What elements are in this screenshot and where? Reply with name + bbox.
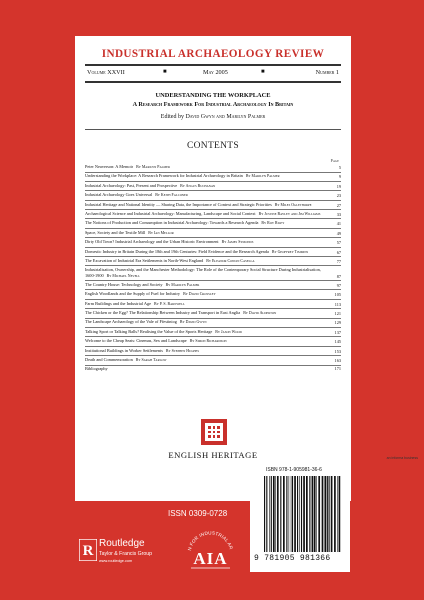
toc-entry-author: By James Symonds (221, 240, 254, 245)
barcode-bar (294, 476, 296, 552)
barcode-bar (264, 476, 265, 552)
toc-entry-page: 27 (336, 202, 341, 208)
toc-entry (85, 202, 341, 208)
barcode-bar (277, 476, 279, 552)
toc-separator (85, 308, 341, 309)
toc-separator (85, 265, 341, 266)
toc-entry (85, 301, 341, 307)
barcode-bar (334, 476, 336, 552)
toc-entry-page: 23 (336, 193, 341, 199)
routledge-name: Routledge (99, 538, 145, 549)
toc-entry (85, 173, 341, 179)
toc-entry (85, 192, 341, 198)
toc-separator (85, 365, 341, 366)
toc-entry-author: By Marilyn Palmer (165, 282, 200, 287)
toc-separator (85, 209, 341, 210)
divider-bottom (85, 81, 341, 83)
toc-entry-page: 129 (334, 320, 341, 326)
toc-entry-title: Industrial Archaeology: Past, Present and Prospective (85, 182, 178, 188)
routledge-logo-icon (79, 539, 97, 561)
toc-separator (85, 247, 341, 248)
toc-entry-page: 163 (334, 358, 341, 364)
issue-title: UNDERSTANDING THE WORKPLACE (155, 92, 271, 99)
toc-separator (85, 336, 341, 337)
barcode-bar (322, 476, 324, 552)
journal-title: INDUSTRIAL ARCHAEOLOGY REVIEW (101, 48, 325, 60)
barcode-bar (301, 476, 302, 552)
toc-entry (85, 310, 341, 316)
barcode-bar (324, 476, 326, 552)
ean-digits: 9 781905 981366 (254, 554, 331, 563)
barcode-bar (266, 476, 267, 552)
toc-entry-author: By Jason Wood (215, 329, 242, 334)
barcode-bar (289, 476, 290, 552)
toc-entry (85, 230, 341, 236)
toc-entry-title: Bibliography (85, 366, 108, 372)
toc-entry-author: By P. S. Barnwell (154, 301, 185, 306)
toc-entry-title: Space, Society and the Textile Mill (85, 229, 146, 235)
barcode-bar (316, 476, 317, 552)
toc-entry (85, 249, 341, 255)
aia-logo-icon (183, 520, 238, 578)
toc-entry-title: The Chicken or the Egg? The Relationship Between Industry and Transport in East Anglia (85, 310, 241, 316)
barcode-bar (271, 476, 272, 552)
toc-separator (85, 289, 341, 290)
toc-entry (85, 164, 341, 170)
toc-entry-page: 145 (334, 339, 341, 345)
barcode-area (250, 464, 350, 572)
toc-entry-title: Peter Neaverson: A Memoir (85, 164, 134, 169)
toc-separator (85, 256, 341, 257)
toc-entry (85, 239, 341, 245)
toc-entry-author: By Simon Richardson (189, 339, 227, 344)
toc-entry-page: 153 (334, 348, 341, 354)
toc-entry-author: By Miles Oglethorpe (274, 202, 312, 207)
barcode-bar (331, 476, 333, 552)
toc-entry (85, 291, 341, 297)
toc-entry-page: 41 (336, 221, 341, 227)
number-label: Number 1 (315, 69, 339, 76)
contents-heading: CONTENTS (186, 141, 239, 151)
barcode-bar (292, 476, 293, 552)
svg-text:R: R (82, 543, 94, 559)
toc-separator (85, 200, 341, 201)
barcode-bar (291, 476, 292, 552)
editors-line (75, 114, 351, 120)
toc-entry-title: Understanding the Workplace: A Research Framework for Industrial Archaeology in Britain (85, 173, 243, 179)
toc-entry-title: Industrial Archaeology Goes Universal (85, 192, 153, 198)
toc-entry-title: Talking Sport or Talking Balls? Realising the Value of the Sports Heritage (85, 328, 213, 334)
toc-entry-title: English Woodlands and the Supply of Fuel for Industry (85, 291, 181, 297)
barcode-bar (280, 476, 281, 552)
barcode-bar (275, 476, 276, 552)
toc-entry-page: 77 (336, 258, 341, 264)
barcode-bar (303, 476, 305, 552)
barcode-bar (283, 476, 285, 552)
toc-entry-page: 57 (336, 240, 341, 246)
toc-entry (85, 183, 341, 189)
toc-entry-page: 97 (336, 282, 341, 288)
barcode-bar (269, 476, 270, 552)
barcode-bar (273, 476, 275, 552)
toc-entry-author: By David Alderton (243, 311, 277, 316)
english-heritage-name: ENGLISH HERITAGE (168, 450, 258, 460)
cover-panel (75, 36, 351, 501)
toc-entry-title: Industrial Heritage and National Identity — Sharing Data, the Importance of Context and Strategic Priorities (85, 201, 272, 207)
toc-entry-page: 87 (336, 273, 341, 279)
toc-entry (85, 329, 341, 335)
svg-text:ASSOCIATION FOR INDUSTRIAL ARC (183, 520, 234, 551)
toc-entry-author: By Marilyn Palmer (136, 165, 170, 169)
toc-entry (85, 267, 341, 278)
toc-entry-author: By Roy Riley (261, 221, 285, 226)
toc-entry-author: By Marilyn Palmer (245, 174, 280, 179)
toc-entry (85, 348, 341, 354)
toc-entry-title: Domestic Industry in Britain During the 18th and 19th Centuries: Field Evidence and the Research Agenda (85, 248, 269, 254)
toc-entry-title: Industrialisation, Ownership, and the Manchester Methodology: The Role of the Contemporary Social Structure During Industrialisation, 1600-1900 (85, 267, 321, 278)
issue-subtitle: A Research Framework For Industrial Archaeology In Britain (132, 101, 294, 108)
toc-separator (85, 190, 341, 191)
toc-entry-title: Death and Commemoration (85, 357, 133, 363)
toc-entry-author: By David Crossley (183, 292, 216, 297)
toc-separator (85, 299, 341, 300)
bullet-icon: ■ (163, 69, 167, 75)
toc-entry (85, 338, 341, 344)
toc-entry-page: 171 (334, 366, 341, 372)
aia-letters: AIA (193, 549, 228, 568)
routledge-subtitle: Taylor & Francis Group (99, 551, 153, 557)
toc-entry-page: 105 (334, 292, 341, 298)
barcode-bar (327, 476, 328, 552)
toc-entry-title: The Excavation of Industrial Era Settlements in North-West England (85, 257, 204, 263)
toc-entry-title: The Landscape Archaeology of the Vale of Ffestiniog (85, 319, 177, 325)
barcode-bar (312, 476, 314, 552)
barcode-bar (306, 476, 308, 552)
toc-entry (85, 220, 341, 226)
toc-entry-author: By Angus Buchanan (180, 183, 216, 188)
toc-separator (85, 318, 341, 319)
barcode-bar (299, 476, 300, 552)
toc-entry-page: 121 (334, 311, 341, 317)
barcode-bar (329, 476, 330, 552)
english-heritage-logo-icon (201, 419, 227, 445)
toc-separator (85, 355, 341, 356)
toc-entry-author: By Eleanor Conlin Casella (206, 258, 255, 263)
toc-entry (85, 211, 341, 217)
toc-entry-page: 137 (334, 329, 341, 335)
barcode-bar (297, 476, 298, 552)
barcode-icon (262, 476, 342, 552)
toc-entry-page: 33 (336, 211, 341, 217)
toc-entry-author: By David Gwyn (179, 320, 207, 325)
toc-separator (85, 327, 341, 328)
divider-editors (85, 129, 341, 130)
issn-number: ISSN 0309-0728 (168, 509, 228, 518)
editor-names: David Gwyn and Marilyn Palmer (185, 114, 266, 120)
toc-separator (85, 181, 341, 182)
toc-entry-title: Dirty Old Town? Industrial Archaeology and the Urban Historic Environment (85, 239, 219, 245)
toc-separator (85, 228, 341, 229)
toc-separator (85, 280, 341, 281)
toc-separator (85, 346, 341, 347)
toc-entry-page: 9 (338, 174, 341, 180)
toc-separator (85, 172, 341, 173)
bullet-icon: ■ (261, 69, 265, 75)
informa-label: an informa business (386, 456, 418, 460)
toc-entry (85, 282, 341, 288)
page-column-label: Page (330, 158, 339, 163)
toc-separator (85, 218, 341, 219)
toc-entry (85, 319, 341, 325)
toc-entry-author: By Michael Nevell (106, 273, 141, 278)
barcode-bar (286, 476, 287, 552)
edited-by-label: Edited by (160, 114, 184, 120)
issue-date: May 2005 (203, 69, 228, 76)
toc-entry-page: 5 (338, 165, 341, 170)
issue-line (85, 69, 341, 79)
table-of-contents (85, 164, 341, 372)
barcode-bar (314, 476, 316, 552)
toc-entry-title: Archaeological Science and Industrial Archaeology: Manufacturing, Landscape and Social Context (85, 210, 256, 216)
routledge-url: www.routledge.com (99, 559, 133, 563)
toc-entry-author: By Stephen Hughes (165, 348, 200, 353)
toc-entry (85, 357, 341, 363)
toc-entry-page: 19 (336, 183, 341, 189)
toc-entry-author: By Keith Falconer (155, 193, 188, 198)
barcode-bar (309, 476, 310, 552)
toc-entry-author: By Geoffrey Timmins (271, 249, 309, 254)
toc-entry-author: By Justine Bayley and Jim Williams (258, 211, 321, 216)
volume-label: Volume XXVII (87, 69, 125, 76)
toc-entry-title: Institutional Buildings in Worker Settlements (85, 347, 163, 353)
toc-entry (85, 366, 341, 371)
toc-entry-title: Farm Buildings and the Industrial Age (85, 300, 151, 306)
barcode-bar (318, 476, 320, 552)
aia-ring-text: N FOR INDUSTRIAL AR (186, 530, 234, 552)
divider-top (85, 64, 341, 66)
toc-entry-author: By Ian Mellor (148, 230, 174, 235)
toc-entry-page: 67 (336, 249, 341, 255)
toc-separator (85, 237, 341, 238)
isbn-number: ISBN 978-1-905981-36-6 (266, 467, 322, 473)
toc-entry-title: The Country House: Technology and Society (85, 281, 163, 287)
toc-entry-author: By Sarah Tarlow (135, 358, 167, 363)
toc-entry-title: Welcome to the Cheap Seats: Cinemas, Sex and Landscape (85, 338, 187, 344)
toc-entry-page: 49 (336, 230, 341, 236)
toc-entry-page: 113 (334, 301, 341, 307)
toc-entry-title: The Notions of Production and Consumption in Industrial Archaeology: Towards a Research Agenda (85, 220, 259, 226)
barcode-bar (337, 476, 338, 552)
toc-entry (85, 258, 341, 264)
barcode-bar (339, 476, 341, 552)
